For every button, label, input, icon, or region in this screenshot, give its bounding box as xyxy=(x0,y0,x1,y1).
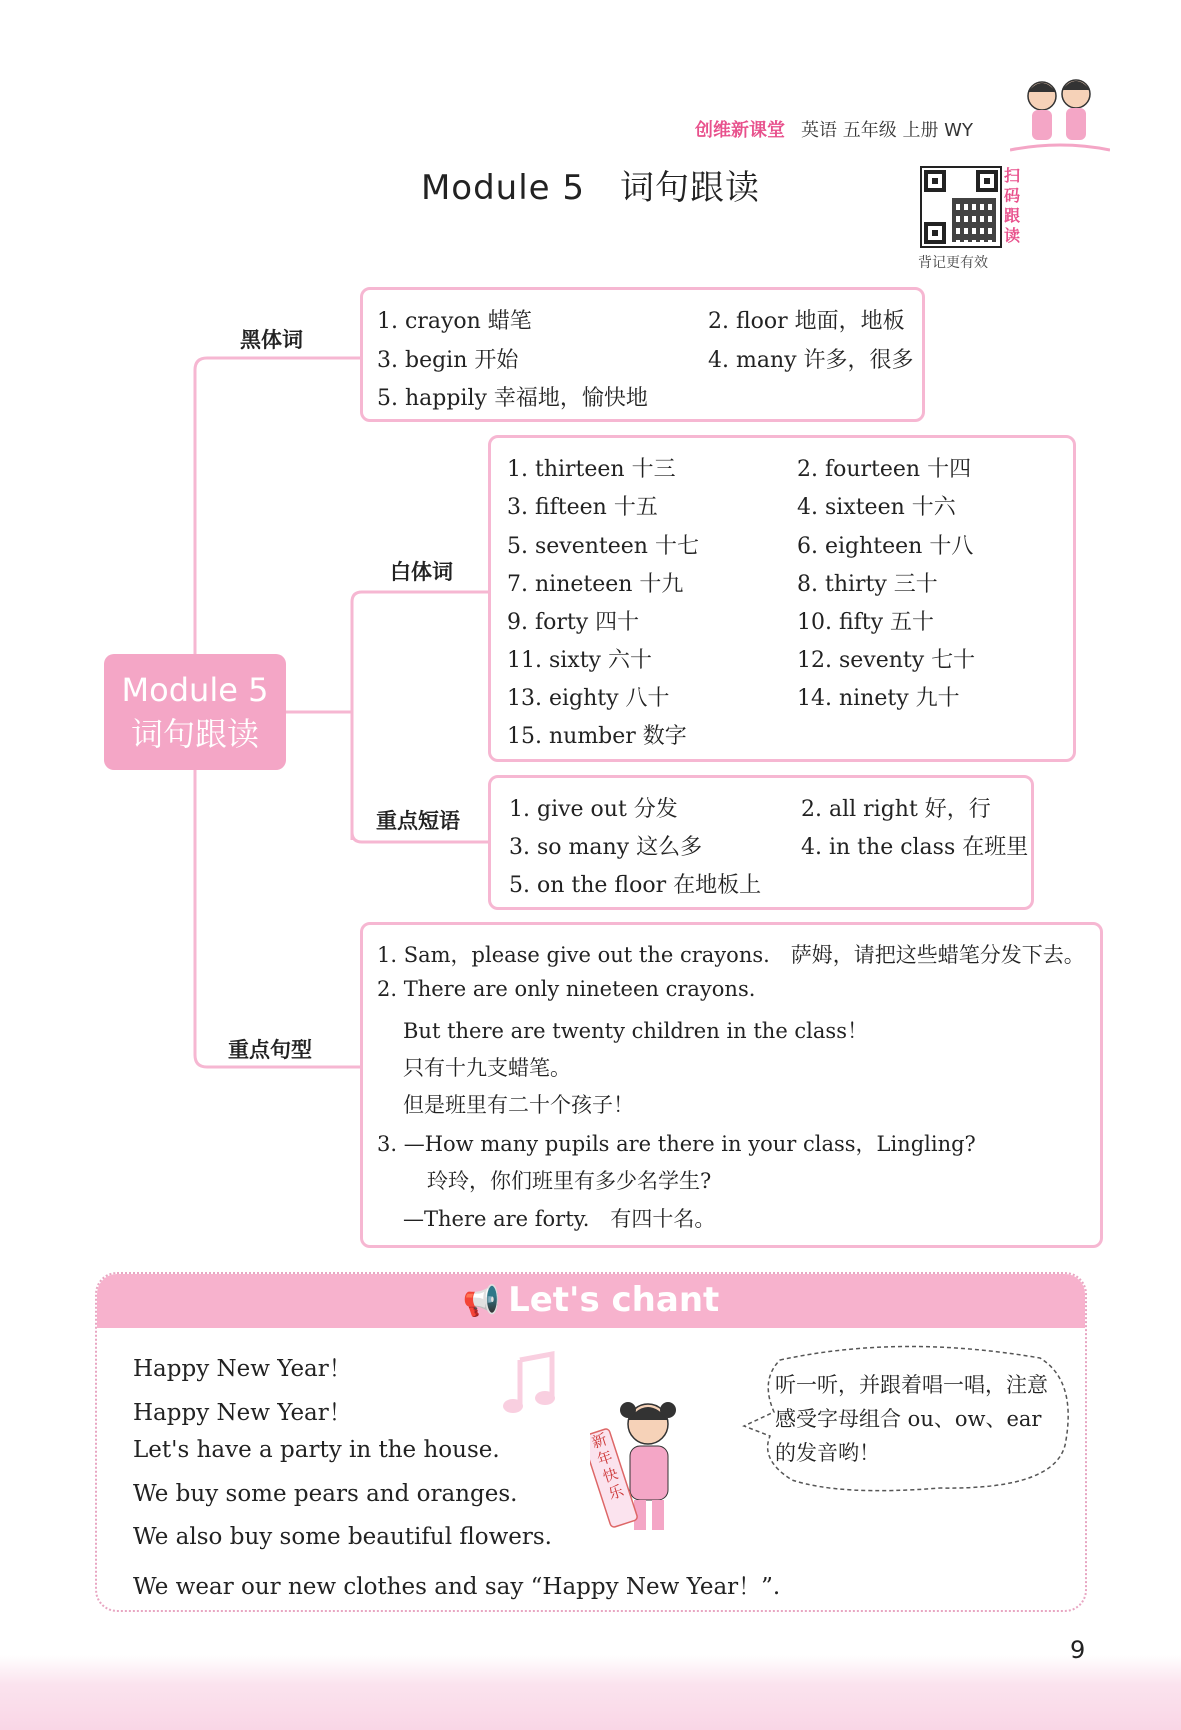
phrases-box xyxy=(488,775,1034,910)
chant-line: We buy some pears and oranges. xyxy=(133,1481,518,1507)
word-item: 14. ninety 九十 xyxy=(797,686,960,711)
chant-line: We also buy some beautiful flowers. xyxy=(133,1524,552,1550)
sentence-line: 1. Sam，please give out the crayons. 萨姆，请把这些蜡笔分发下去。 xyxy=(377,943,1085,967)
book-meta: 英语 五年级 上册 WY xyxy=(801,120,973,141)
sentence-line: But there are twenty children in the class！ xyxy=(403,1019,868,1043)
connector-bold-words xyxy=(195,358,360,654)
chant-title-text: Let's chant xyxy=(508,1280,720,1320)
center-node xyxy=(104,654,286,770)
megaphone-icon: 📢 xyxy=(462,1284,501,1319)
word-item: 2. floor 地面，地板 xyxy=(708,309,905,334)
phrase-item: 3. so many 这么多 xyxy=(509,835,703,860)
page-title: Module 5 词句跟读 xyxy=(420,168,761,208)
phrase-item: 2. all right 好，行 xyxy=(801,797,991,822)
sentences-box xyxy=(360,922,1103,1248)
bold-words-box xyxy=(360,287,925,422)
scroll-text: 新年快乐 xyxy=(589,1430,626,1504)
word-item: 4. sixteen 十六 xyxy=(797,495,956,520)
word-item: 2. fourteen 十四 xyxy=(797,457,972,482)
chant-line: Happy New Year！ xyxy=(133,1356,352,1382)
branch-label-white-words: 白体词 xyxy=(390,560,453,584)
chant-title xyxy=(97,1280,1085,1320)
speech-bubble-text: 听一听，并跟着唱一唱，注意感受字母组合 ou、ow、ear 的发音哟！ xyxy=(775,1373,1048,1465)
word-item: 4. many 许多，很多 xyxy=(708,348,914,373)
word-item: 3. begin 开始 xyxy=(377,348,519,373)
phrase-item: 4. in the class 在班里 xyxy=(801,835,1029,860)
qr-side-text: 扫码跟读 xyxy=(1004,166,1021,245)
sentence-line: —There are forty. 有四十名。 xyxy=(403,1207,716,1231)
center-node-line1: Module 5 xyxy=(121,671,269,709)
branch-label-phrases: 重点短语 xyxy=(376,809,460,833)
page-footer-band xyxy=(0,1655,1181,1730)
word-item: 7. nineteen 十九 xyxy=(507,572,684,597)
sentence-line: 但是班里有二十个孩子！ xyxy=(403,1093,634,1117)
phrase-item: 1. give out 分发 xyxy=(509,797,678,822)
page-number: 9 xyxy=(1070,1636,1086,1664)
chant-line: Let's have a party in the house. xyxy=(133,1437,500,1463)
sentence-line: 只有十九支蜡笔。 xyxy=(403,1056,571,1080)
qr-sub-text: 背记更有效 xyxy=(918,255,988,271)
connector-sentences xyxy=(195,770,360,1067)
word-item: 9. forty 四十 xyxy=(507,610,640,635)
word-item: 12. seventy 七十 xyxy=(797,648,976,673)
sentence-line: 玲玲，你们班里有多少名学生? xyxy=(427,1169,712,1193)
word-item: 8. thirty 三十 xyxy=(797,572,938,597)
word-item: 6. eighteen 十八 xyxy=(797,534,974,559)
word-item: 1. crayon 蜡笔 xyxy=(377,309,532,334)
word-item: 3. fifteen 十五 xyxy=(507,495,658,520)
word-item: 5. happily 幸福地，愉快地 xyxy=(377,386,648,411)
phrase-item: 5. on the floor 在地板上 xyxy=(509,873,762,898)
chant-line: Happy New Year！ xyxy=(133,1400,352,1426)
sentence-line: 2. There are only nineteen crayons. xyxy=(377,977,756,1001)
word-item: 5. seventeen 十七 xyxy=(507,534,699,559)
sentence-line: 3. —How many pupils are there in your class，Lingling? xyxy=(377,1132,976,1156)
branch-label-sentences: 重点句型 xyxy=(228,1038,312,1062)
center-node-line2: 词句跟读 xyxy=(130,715,259,753)
white-words-box xyxy=(488,435,1076,762)
word-item: 15. number 数字 xyxy=(507,724,687,749)
word-item: 13. eighty 八十 xyxy=(507,686,670,711)
chant-line: We wear our new clothes and say “Happy New Year！”. xyxy=(133,1574,781,1600)
connector-white-words xyxy=(352,592,488,840)
word-item: 10. fifty 五十 xyxy=(797,610,935,635)
branch-label-bold-words: 黑体词 xyxy=(240,328,303,352)
word-item: 1. thirteen 十三 xyxy=(507,457,676,482)
word-item: 11. sixty 六十 xyxy=(507,648,652,673)
music-note-icon xyxy=(500,1350,560,1420)
brand-name: 创维新课堂 xyxy=(695,120,785,141)
